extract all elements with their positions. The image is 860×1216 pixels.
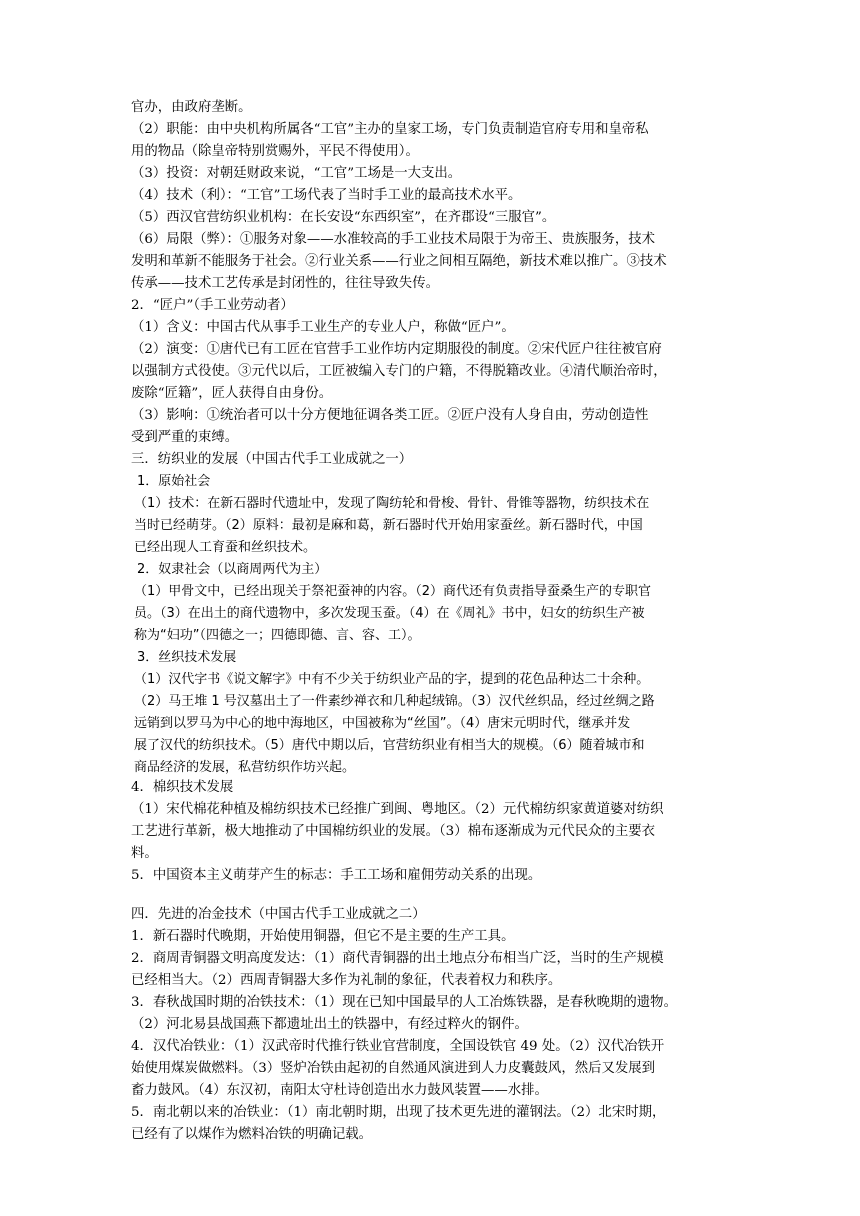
text-line: （6）局限（弊）：①服务对象——水准较高的手工业技术局限于为帝王、贵族服务，技术 xyxy=(131,232,656,247)
subheading: 2．奴隶社会（以商周两代为主） xyxy=(137,562,328,577)
text-line: 2．商周青铜器文明高度发达：（1）商代青铜器的出土地点分布相当广泛，当时的生产规模 xyxy=(131,951,664,966)
text-line: 官办，由政府垄断。 xyxy=(131,100,252,115)
text-line: 5．南北朝以来的冶铁业：（1）南北朝时期，出现了技术更先进的灌钢法。（2）北宋时期， xyxy=(131,1105,666,1120)
textile-development-section xyxy=(131,471,731,779)
guanying-and-jianghu-section xyxy=(131,97,731,471)
text-line: 始使用煤炭做燃料。（3）竖炉冶铁由起初的自然通风演进到人力皮囊鼓风，然后又发展到 xyxy=(131,1061,656,1076)
text-line: 已经出现人工育蚕和丝织技术。 xyxy=(134,540,317,555)
text-line: 工艺进行革新，极大地推动了中国棉纺织业的发展。（3）棉布逐渐成为元代民众的主要衣 xyxy=(131,824,656,839)
cotton-weaving-section xyxy=(131,777,731,887)
text-line: 称为“妇功”（四德之一；四德即德、言、容、工）。 xyxy=(134,628,421,643)
text-line: （3）影响：①统治者可以十分方便地征调各类工匠。②匠户没有人身自由，劳动创造性 xyxy=(131,408,649,423)
text-line: （4）技术（利）：“工官”工场代表了当时手工业的最高技术水平。 xyxy=(131,188,522,203)
subheading: 2．“匠户”（手工业劳动者） xyxy=(131,298,294,313)
text-line: （1）含义：中国古代从事手工业生产的专业人户，称做“匠户”。 xyxy=(131,320,515,335)
text-line: 用的物品（除皇帝特别赏赐外，平民不得使用）。 xyxy=(131,144,419,159)
text-line: 员。（3）在出土的商代遗物中，多次发现玉蚕。（4）在《周礼》书中，妇女的纺织生产被 xyxy=(134,606,645,621)
section-heading: 三．纺织业的发展（中国古代手工业成就之一） xyxy=(131,452,413,467)
subheading: 3．丝织技术发展 xyxy=(137,650,237,665)
text-line: 远销到以罗马为中心的地中海地区，中国被称为“丝国”。（4）唐宋元明时代，继承并发 xyxy=(134,716,631,731)
text-line: （5）西汉官营纺织业机构：在长安设“东西织室”，在齐郡设“三服官”。 xyxy=(131,210,556,225)
text-line: 5．中国资本主义萌芽产生的标志：手工工场和雇佣劳动关系的出现。 xyxy=(131,868,542,883)
text-line: 以强制方式役使。③元代以后，工匠被编入专门的户籍，不得脱籍改业。④清代顺治帝时， xyxy=(131,364,667,379)
text-line: （1）技术：在新石器时代遗址中，发现了陶纺轮和骨梭、骨针、骨锥等器物，纺织技术在 xyxy=(134,496,650,511)
text-line: （2）演变：①唐代已有工匠在官营手工业作坊内定期服役的制度。②宋代匠户往往被官府 xyxy=(131,342,662,357)
text-line: 商品经济的发展，私营纺织作坊兴起。 xyxy=(134,760,356,775)
text-line: （2）马王堆 1 号汉墓出土了一件素纱禅衣和几种起绒锦。（3）汉代丝织品，经过丝绸之路 xyxy=(134,694,655,709)
text-line: （1）汉代字书《说文解字》中有不少关于纺织业产品的字，提到的花色品种达二十余种。 xyxy=(134,672,650,687)
text-line: （1）甲骨文中，已经出现关于祭祀蚕神的内容。（2）商代还有负责指导蚕桑生产的专职官 xyxy=(134,584,652,599)
text-line: 废除“匠籍”，匠人获得自由身份。 xyxy=(131,386,333,401)
text-line: 发明和革新不能服务于社会。②行业关系——行业之间相互隔绝，新技术难以推广。③技术 xyxy=(131,254,667,269)
text-line: 传承——技术工艺传承是封闭性的，往往导致失传。 xyxy=(131,276,439,291)
text-line: （2）河北易县战国燕下都遗址出土的铁器中，有经过粹火的钢件。 xyxy=(131,1017,528,1032)
text-line: 畜力鼓风。（4）东汉初，南阳太守杜诗创造出水力鼓风装置——水排。 xyxy=(131,1083,548,1098)
section-heading: 四．先进的冶金技术（中国古代手工业成就之二） xyxy=(131,907,426,922)
text-line: 3．春秋战国时期的冶铁技术：（1）现在已知中国最早的人工冶炼铁器，是春秋晚期的遗物。 xyxy=(131,995,677,1010)
text-line: 已经相当大。（2）西周青铜器大多作为礼制的象征，代表着权力和秩序。 xyxy=(131,973,562,988)
text-line: （1）宋代棉花种植及棉纺织技术已经推广到闽、粤地区。（2）元代棉纺织家黄道婆对纺织 xyxy=(131,802,664,817)
text-line: 4．汉代冶铁业：（1）汉武帝时代推行铁业官营制度，全国设铁官 49 处。（2）汉代冶铁开 xyxy=(131,1039,665,1054)
text-line: 当时已经萌芽。（2）原料：最初是麻和葛，新石器时代开始用家蚕丝。新石器时代，中国 xyxy=(134,518,643,533)
text-line: 料。 xyxy=(131,846,158,861)
text-line: （3）投资：对朝廷财政来说，“工官”工场是一大支出。 xyxy=(131,166,462,181)
subheading: 4．棉织技术发展 xyxy=(131,780,234,795)
subheading: 1．原始社会 xyxy=(137,474,211,489)
text-line: 展了汉代的纺织技术。（5）唐代中期以后，官营纺织业有相当大的规模。（6）随着城市和 xyxy=(134,738,645,753)
text-line: （2）职能：由中央机构所属各“工官”主办的皇家工场，专门负责制造官府专用和皇帝私 xyxy=(131,122,649,137)
text-line: 已经有了以煤作为燃料冶铁的明确记载。 xyxy=(131,1127,373,1142)
text-line: 1．新石器时代晚期，开始使用铜器，但它不是主要的生产工具。 xyxy=(131,929,515,944)
metallurgy-section xyxy=(131,904,731,1146)
text-line: 受到严重的束缚。 xyxy=(131,430,239,445)
